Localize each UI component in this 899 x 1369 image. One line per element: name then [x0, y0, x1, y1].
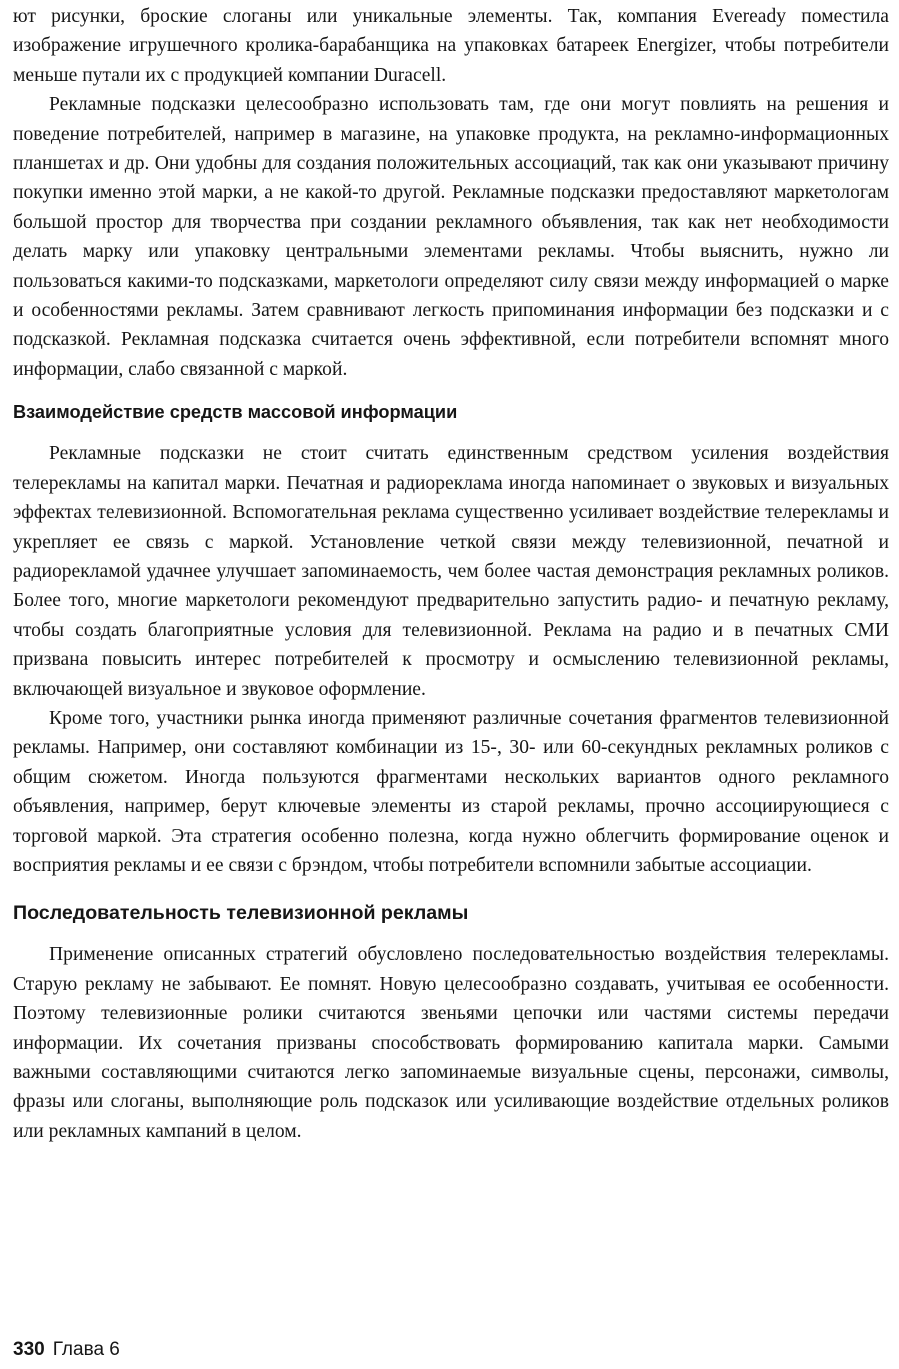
- chapter-label: Глава 6: [52, 1339, 120, 1360]
- book-page: [13, 0, 889, 1146]
- paragraph-tv-sequence: Применение описанных стратегий обусловлено последовательностью воздействия телерекламы. Старую рекламу не забывают. Ее помнят. Новую целесообразно создавать, учитывая ее особенности. Поэтому телевизионные ролики считаются звеньями цепочки или частями системы передачи информации. Их сочетания призваны способствовать формированию капитала марки. Самыми важными составляющими считаются легко запоминаемые визуальные сцены, персонажи, символы, фразы или слоганы, выполняющие роль подсказок или усиливающие воздействие отдельных роликов или рекламных кампаний в целом.: [13, 944, 889, 1142]
- paragraph-media-2: Кроме того, участники рынка иногда применяют различные сочетания фрагментов телевизионной рекламы. Например, они составляют комбинации из 15-, 30- или 60-секундных рекламных роликов с общим сюжетом. Иногда пользуются фрагментами нескольких вариантов одного рекламного объявления, например, берут ключевые элементы из старой рекламы, прочно ассоциирующиеся с торговой маркой. Эта стратегия особенно полезна, когда нужно облегчить формирование оценок и восприятия рекламы и ее связи с брэндом, чтобы потребители вспомнили забытые ассоциации.: [13, 707, 889, 876]
- paragraph-media-1: Рекламные подсказки не стоит считать единственным средством усиления воздействия телерекламы на капитал марки. Печатная и радиореклама иногда напоминает о звуковых и визуальных эффектах телевизионной. Вспомогательная реклама существенно усиливает воздействие телерекламы и укрепляет ее связь с маркой. Установление четкой связи между телевизионной, печатной и радиорекламой удачнее улучшает запоминаемость, чем более частая демонстрация рекламных роликов. Более того, многие маркетологи рекомендуют предварительно запустить радио- и печатную рекламу, чтобы создать благоприятные условия для телевизионной. Реклама на радио и в печатных СМИ призвана повысить интерес потребителей к просмотру и осмыслению телевизионной рекламы, включающей визуальное и звуковое оформление.: [13, 443, 889, 700]
- paragraph-continuation: ют рисунки, броские слоганы или уникальные элементы. Так, компания Eveready поместила изображение игрушечного кролика-барабанщика на упаковках батареек Energizer, чтобы потребители меньше путали их с продукцией компании Duracell.: [13, 6, 889, 86]
- section-heading-tv-sequence: Последовательность телевизионной рекламы: [13, 902, 469, 925]
- section-heading-media-interaction: Взаимодействие средств массовой информации: [13, 402, 458, 423]
- paragraph-ad-cues: Рекламные подсказки целесообразно использовать там, где они могут повлиять на решения и поведение потребителей, например в магазине, на упаковке продукта, на рекламно-информационных планшетах и др. Они удобны для создания положительных ассоциаций, так как они указывают причину покупки именно этой марки, а не какой-то другой. Рекламные подсказки предоставляют маркетологам большой простор для творчества при создании рекламного объявления, так как нет необходимости делать марку или упаковку центральными элементами рекламы. Чтобы выяснить, нужно ли пользоваться какими-то подсказками, маркетологи определяют силу связи между информацией о марке и особенностями рекламы. Затем сравнивают легкость припоминания информации без подсказки и с подсказкой. Рекламная подсказка считается очень эффективной, если потребители вспомнят много информации, слабо связанной с маркой.: [13, 94, 889, 380]
- page-number: 330: [13, 1339, 45, 1360]
- page-footer: [13, 1338, 120, 1362]
